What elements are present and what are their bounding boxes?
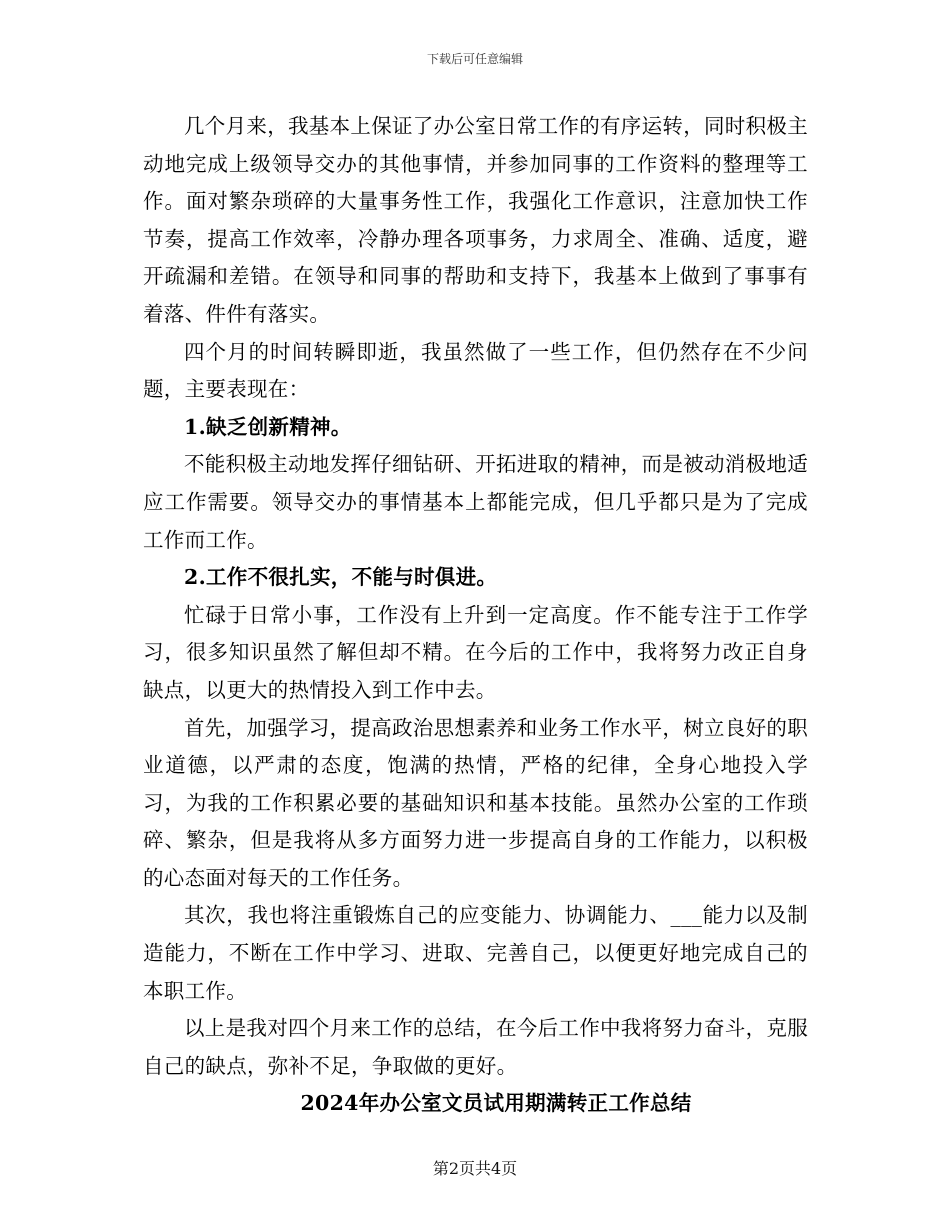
page-number: 第2页共4页 bbox=[432, 1159, 518, 1178]
paragraph: 几个月来，我基本上保证了办公室日常工作的有序运转，同时积极主动地完成上级领导交办的其他事情，并参加同事的工作资料的整理等工作。面对繁杂琐碎的大量事务性工作，我强化工作意识，注意加快工作节奏，提高工作效率，冷静办理各项事务，力求周全、准确、适度，避开疏漏和差错。在领导和同事的帮助和支持下，我基本上做到了事事有着落、件件有落实。 bbox=[143, 114, 808, 326]
section-heading: 2.工作不很扎实，不能与时俱进。 bbox=[184, 565, 498, 590]
document-title: 2024年办公室文员试用期满转正工作总结 bbox=[300, 1091, 692, 1116]
paragraph: 首先，加强学习，提高政治思想素养和业务工作水平，树立良好的职业道德，以严肃的态度，饱满的热情，严格的纪律，全身心地投入学习，为我的工作积累必要的基础知识和基本技能。虽然办公室的工作琐碎、繁杂，但是我将从多方面努力进一步提高自身的工作能力，以积极的心态面对每天的工作任务。 bbox=[143, 715, 808, 890]
paragraph: 四个月的时间转瞬即逝，我虽然做了一些工作，但仍然存在不少问题，主要表现在： bbox=[143, 339, 808, 402]
paragraph: 忙碌于日常小事，工作没有上升到一定高度。作不能专注于工作学习，很多知识虽然了解但却不精。在今后的工作中，我将努力改正自身缺点，以更大的热情投入到工作中去。 bbox=[143, 602, 808, 702]
document-body bbox=[143, 108, 808, 1123]
paragraph: 其次，我也将注重锻炼自己的应变能力、协调能力、___能力以及制造能力，不断在工作中学习、进取、完善自己，以便更好地完成自己的本职工作。 bbox=[143, 903, 808, 1003]
paragraph: 不能积极主动地发挥仔细钻研、开拓进取的精神，而是被动消极地适应工作需要。领导交办的事情基本上都能完成，但几乎都只是为了完成工作而工作。 bbox=[143, 452, 808, 552]
section-heading: 1.缺乏创新精神。 bbox=[184, 414, 352, 439]
paragraph: 以上是我对四个月来工作的总结，在今后工作中我将努力奋斗，克服自己的缺点，弥补不足，争取做的更好。 bbox=[143, 1016, 808, 1078]
header-note: 下载后可任意编辑 bbox=[426, 52, 523, 66]
